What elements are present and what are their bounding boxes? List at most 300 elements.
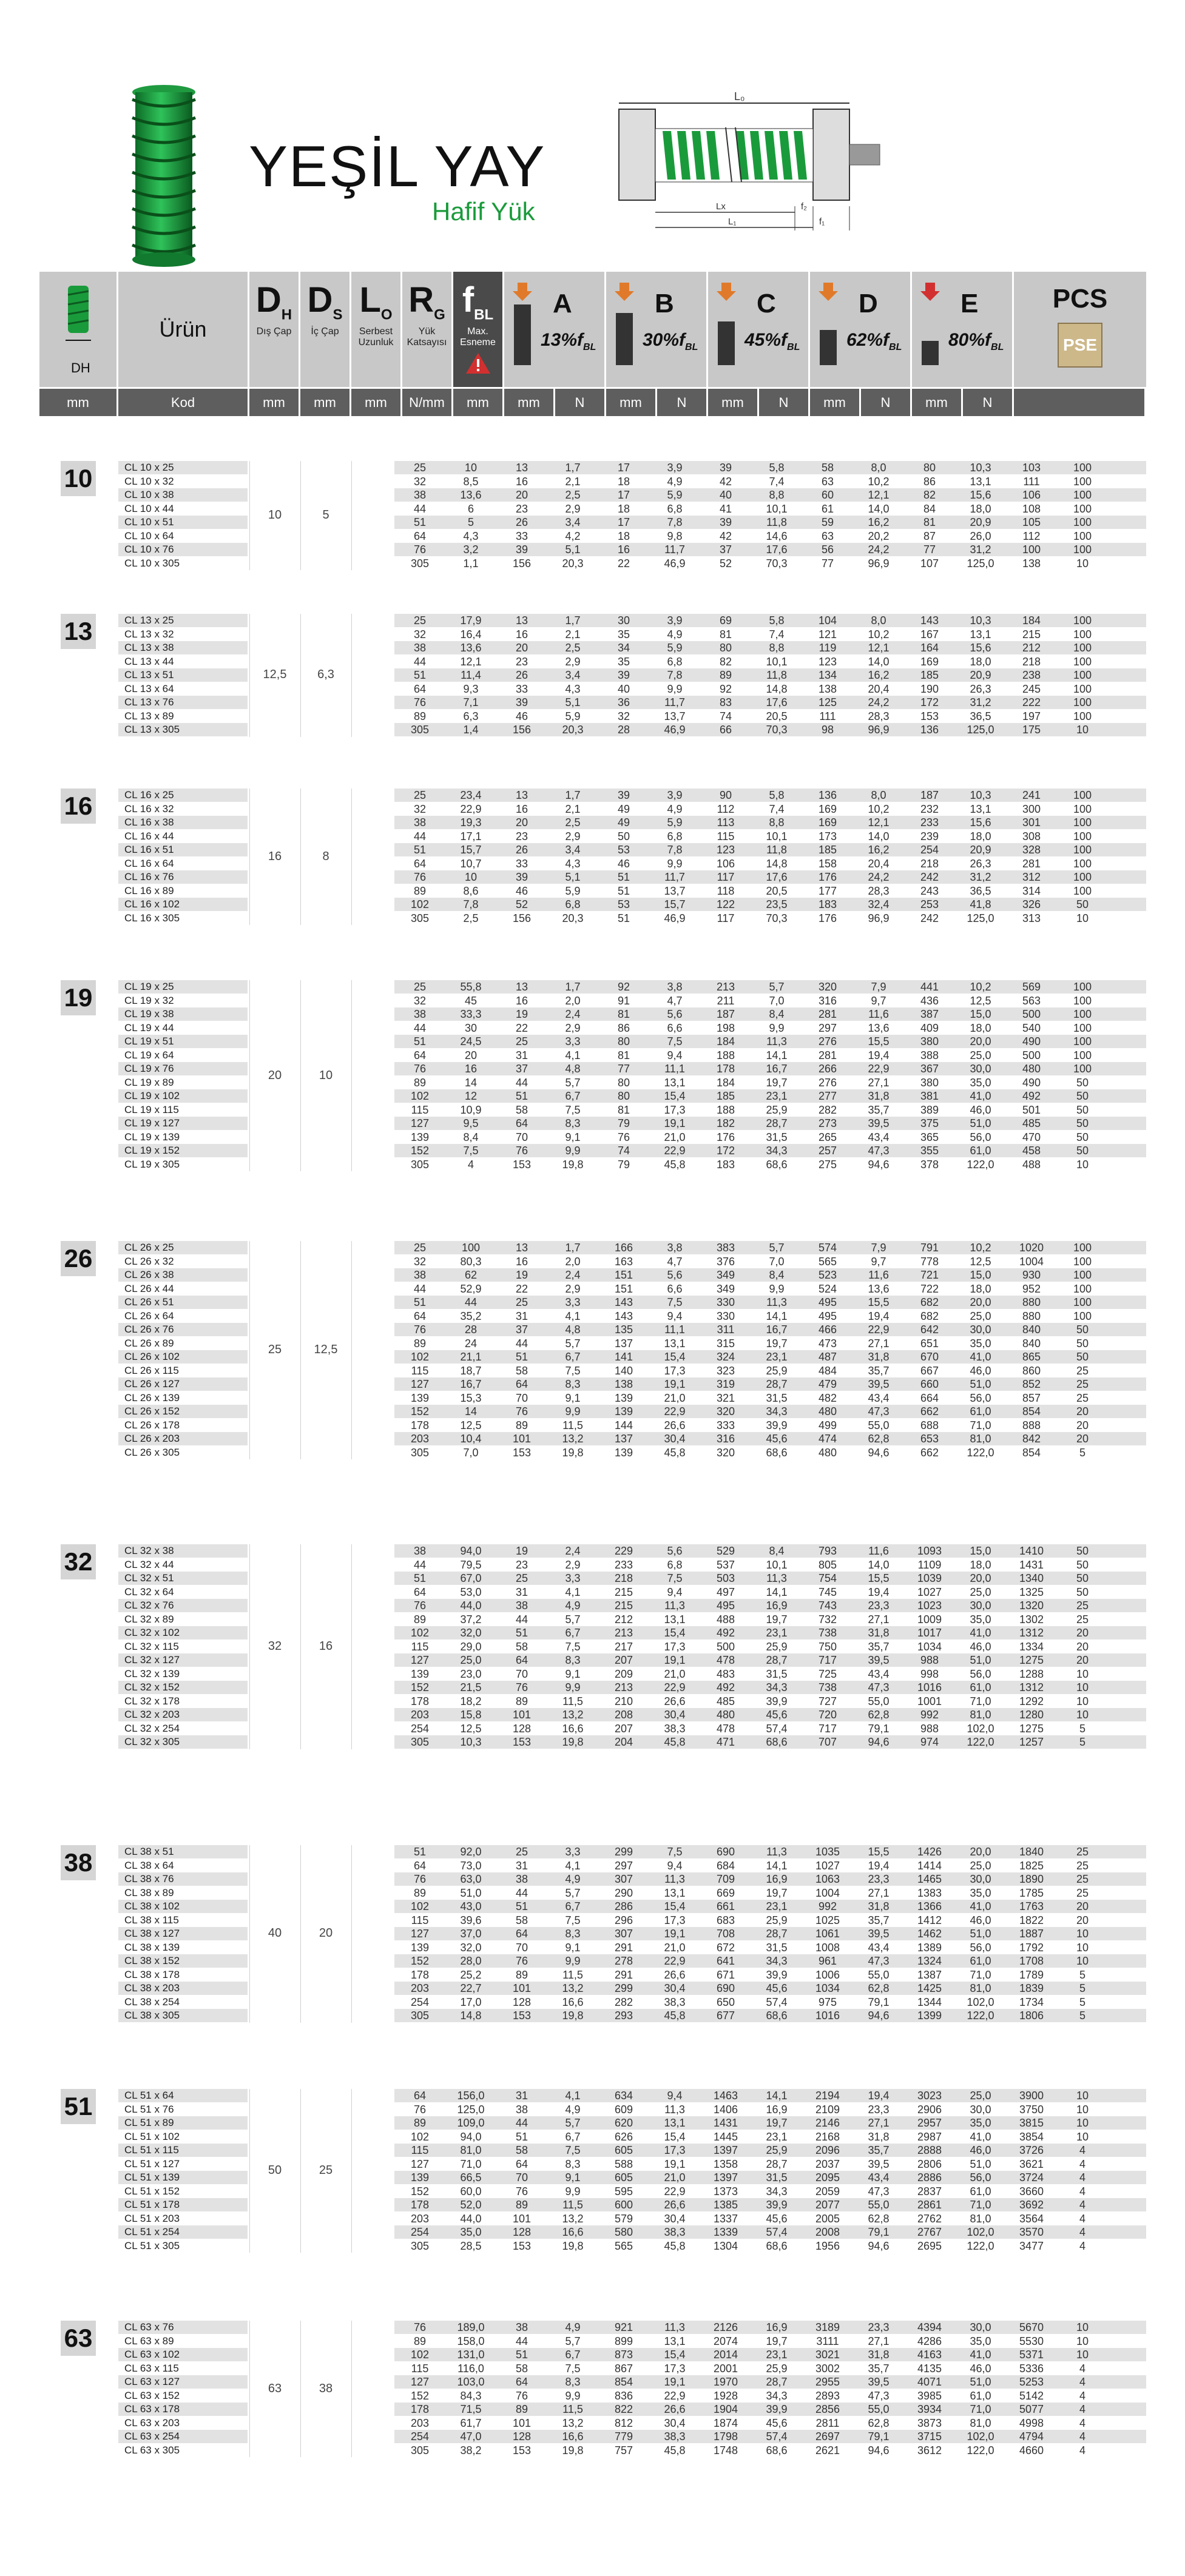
cell-value: 143 bbox=[614, 1296, 633, 1308]
cell-value: 17 bbox=[617, 516, 630, 528]
row-values bbox=[394, 723, 1146, 736]
cell-value: 100 bbox=[461, 1242, 481, 1254]
cell-value: 275 bbox=[818, 1158, 837, 1171]
cell-value: 229 bbox=[614, 1545, 633, 1557]
cell-value: 80,3 bbox=[460, 1255, 482, 1268]
cell-value: 49 bbox=[617, 802, 630, 815]
cell-value: 2146 bbox=[815, 2117, 840, 2129]
cell-value: 3,9 bbox=[667, 789, 683, 801]
cell-value: 22 bbox=[617, 557, 630, 570]
row-values bbox=[394, 2009, 1146, 2022]
product-code: CL 51 x 64 bbox=[118, 2089, 248, 2102]
cell-value: 76 bbox=[515, 1681, 528, 1693]
cell-value: 383 bbox=[716, 1242, 735, 1254]
cell-value: 56,0 bbox=[970, 1131, 991, 1143]
header-lo bbox=[351, 272, 402, 387]
cell-value: 19,1 bbox=[664, 2376, 686, 2388]
cell-value: 4660 bbox=[1019, 2444, 1044, 2457]
cell-value: 64 bbox=[413, 857, 427, 870]
header-spring-cell bbox=[39, 272, 118, 387]
cell-value: 32,0 bbox=[460, 1627, 482, 1639]
cell-value: 44 bbox=[515, 1613, 528, 1626]
cell-value: 1337 bbox=[713, 2212, 738, 2225]
product-code: CL 13 x 44 bbox=[124, 655, 174, 667]
cell-value: 125,0 bbox=[967, 557, 994, 570]
product-code: CL 19 x 115 bbox=[124, 1103, 179, 1115]
cell-value: 16 bbox=[617, 543, 630, 556]
table-row bbox=[118, 1282, 1146, 1296]
cell-value: 25,0 bbox=[970, 2090, 991, 2102]
cell-value: 13 bbox=[515, 614, 528, 627]
cell-value: 6,8 bbox=[565, 898, 581, 910]
cell-value: 4 bbox=[1079, 2362, 1085, 2375]
table-row bbox=[118, 2430, 1146, 2443]
header-rg bbox=[402, 272, 453, 387]
cell-value: 321 bbox=[716, 1391, 735, 1404]
cell-value: 50 bbox=[1076, 1351, 1089, 1363]
cell-value: 71,0 bbox=[970, 1419, 991, 1431]
cell-value: 9,7 bbox=[871, 1255, 886, 1268]
spring-dimension-diagram bbox=[607, 91, 886, 249]
group-dh-value: 63 bbox=[268, 2381, 282, 2395]
cell-value: 17,0 bbox=[460, 1996, 482, 2008]
cell-value: 355 bbox=[920, 1145, 939, 1157]
cell-value: 13,2 bbox=[562, 1433, 584, 1445]
cell-value: 46,9 bbox=[664, 724, 686, 736]
cell-value: 51 bbox=[617, 871, 630, 883]
table-row bbox=[118, 628, 1146, 641]
cell-value: 1410 bbox=[1019, 1545, 1044, 1557]
cell-value: 12,1 bbox=[868, 642, 890, 654]
cell-value: 11,8 bbox=[766, 516, 787, 528]
cell-value: 101 bbox=[512, 1709, 532, 1721]
cell-value: 31,5 bbox=[766, 1667, 788, 1680]
cell-value: 1017 bbox=[917, 1627, 942, 1639]
cell-value: 176 bbox=[818, 912, 837, 924]
group-dh-value: 12,5 bbox=[263, 668, 287, 682]
cell-value: 13,2 bbox=[562, 1982, 584, 1994]
cell-value: 38,2 bbox=[460, 2444, 482, 2457]
cell-value: 333 bbox=[716, 1419, 735, 1431]
cell-value: 30 bbox=[617, 614, 630, 627]
cell-value: 215 bbox=[614, 1586, 633, 1598]
cell-value: 25,9 bbox=[766, 1364, 788, 1377]
cell-value: 921 bbox=[614, 2321, 633, 2333]
cell-value: 5,9 bbox=[667, 489, 683, 501]
cell-value: 17,6 bbox=[766, 871, 788, 883]
product-code: CL 13 x 51 bbox=[118, 668, 248, 682]
cell-value: 15,6 bbox=[970, 816, 991, 829]
cell-value: 51 bbox=[515, 2349, 528, 2361]
cell-value: 23,1 bbox=[766, 1900, 788, 1912]
cell-value: 4,9 bbox=[667, 628, 683, 641]
cell-value: 62,8 bbox=[868, 1709, 890, 1721]
cell-value: 812 bbox=[614, 2416, 633, 2429]
row-values bbox=[394, 1323, 1146, 1336]
cell-value: 50 bbox=[1076, 1323, 1089, 1336]
cell-value: 23 bbox=[515, 655, 528, 668]
row-values bbox=[394, 898, 1146, 911]
product-code: CL 26 x 203 bbox=[118, 1432, 248, 1445]
cell-value: 44 bbox=[413, 655, 427, 668]
cell-value: 1025 bbox=[815, 1914, 840, 1926]
table-row bbox=[118, 1405, 1146, 1418]
cell-value: 11,7 bbox=[664, 543, 685, 556]
cell-value: 743 bbox=[818, 1599, 837, 1612]
cell-value: 156 bbox=[512, 724, 532, 736]
cell-value: 188 bbox=[716, 1049, 735, 1061]
cell-value: 24,2 bbox=[868, 696, 890, 708]
product-code: CL 26 x 305 bbox=[124, 1446, 180, 1458]
cell-value: 100 bbox=[1073, 669, 1092, 681]
cell-value: 20,3 bbox=[562, 912, 584, 924]
cell-value: 30 bbox=[464, 1021, 478, 1034]
cell-value: 276 bbox=[818, 1035, 837, 1048]
cell-value: 5,1 bbox=[565, 871, 581, 883]
cell-value: 122,0 bbox=[967, 2444, 994, 2457]
cell-value: 537 bbox=[716, 1558, 735, 1571]
cell-value: 380 bbox=[920, 1076, 939, 1089]
cell-value: 84,3 bbox=[460, 2389, 482, 2402]
cell-value: 81 bbox=[617, 1049, 630, 1061]
cell-value: 3900 bbox=[1019, 2090, 1044, 2102]
product-code: CL 63 x 76 bbox=[118, 2321, 248, 2334]
cell-value: 100 bbox=[1073, 789, 1092, 801]
cell-value: 92,0 bbox=[460, 1846, 482, 1858]
cell-value: 380 bbox=[920, 1035, 939, 1048]
cell-value: 961 bbox=[818, 1955, 837, 1967]
cell-value: 2886 bbox=[917, 2171, 942, 2184]
table-row bbox=[118, 1968, 1146, 1982]
cell-value: 500 bbox=[1022, 1008, 1041, 1020]
cell-value: 92 bbox=[719, 682, 732, 695]
cell-value: 153 bbox=[920, 710, 939, 722]
cell-value: 2,0 bbox=[565, 994, 581, 1007]
cell-value: 26,6 bbox=[664, 1695, 686, 1707]
cell-value: 10,4 bbox=[460, 1433, 482, 1445]
group-diameter-label: 13 bbox=[61, 614, 96, 649]
cell-value: 10,7 bbox=[460, 857, 482, 870]
cell-value: 1334 bbox=[1019, 1640, 1044, 1653]
group-ds-value: 6,3 bbox=[317, 668, 334, 682]
cell-value: 96,9 bbox=[868, 557, 890, 570]
cell-value: 185 bbox=[920, 669, 939, 681]
cell-value: 10,3 bbox=[970, 614, 991, 627]
cell-value: 22,9 bbox=[664, 2389, 686, 2402]
header-c-label: C bbox=[757, 289, 776, 318]
row-values bbox=[394, 2335, 1146, 2348]
cell-value: 569 bbox=[1022, 981, 1041, 993]
row-values bbox=[394, 912, 1146, 925]
cell-value: 9,9 bbox=[667, 857, 683, 870]
cell-value: 25,9 bbox=[766, 2144, 788, 2156]
table-row bbox=[118, 1377, 1146, 1391]
cell-value: 7,5 bbox=[667, 1035, 683, 1048]
cell-value: 51 bbox=[413, 1572, 427, 1584]
cell-value: 76 bbox=[515, 2185, 528, 2198]
cell-value: 31 bbox=[515, 2090, 528, 2102]
cell-value: 1340 bbox=[1019, 1572, 1044, 1584]
cell-value: 1708 bbox=[1019, 1955, 1044, 1967]
cell-value: 1465 bbox=[917, 1873, 942, 1885]
cell-value: 9,9 bbox=[565, 1405, 581, 1417]
cell-value: 441 bbox=[920, 981, 939, 993]
row-values bbox=[394, 1103, 1146, 1117]
cell-value: 10,1 bbox=[766, 502, 788, 515]
cell-value: 1063 bbox=[815, 1873, 840, 1885]
cell-value: 10,1 bbox=[766, 1558, 788, 1571]
cell-value: 35,2 bbox=[460, 1310, 482, 1322]
cell-value: 81,0 bbox=[970, 2212, 991, 2225]
cell-value: 1004 bbox=[1019, 1255, 1044, 1268]
cell-value: 28,0 bbox=[460, 1955, 482, 1967]
table-row bbox=[118, 2416, 1146, 2430]
cell-value: 254 bbox=[410, 2226, 430, 2238]
cell-value: 738 bbox=[818, 1681, 837, 1693]
cell-value: 9,9 bbox=[565, 1681, 581, 1693]
cell-value: 190 bbox=[920, 682, 939, 695]
product-code: CL 10 x 51 bbox=[118, 516, 248, 529]
table-row bbox=[118, 2198, 1146, 2211]
cell-value: 10,2 bbox=[868, 475, 890, 488]
cell-value: 139 bbox=[614, 1446, 633, 1459]
table-row bbox=[118, 1558, 1146, 1572]
cell-value: 13 bbox=[515, 789, 528, 801]
cell-value: 9,4 bbox=[667, 1859, 683, 1872]
cell-value: 6,8 bbox=[667, 502, 683, 515]
cell-value: 44 bbox=[413, 1558, 427, 1571]
product-code: CL 63 x 254 bbox=[118, 2430, 248, 2443]
table-row bbox=[118, 2403, 1146, 2416]
cell-value: 19,8 bbox=[562, 1446, 584, 1459]
row-values bbox=[394, 1872, 1146, 1886]
cell-value: 11,7 bbox=[664, 871, 685, 883]
cell-value: 96,9 bbox=[868, 912, 890, 924]
cell-value: 178 bbox=[410, 1419, 430, 1431]
cell-value: 725 bbox=[818, 1667, 837, 1680]
cell-value: 2762 bbox=[917, 2212, 942, 2225]
cell-value: 301 bbox=[1022, 816, 1041, 829]
product-code: CL 19 x 64 bbox=[124, 1049, 174, 1061]
group-dh-value: 10 bbox=[268, 508, 282, 522]
cell-value: 19,4 bbox=[868, 1586, 890, 1598]
cell-value: 17,3 bbox=[664, 2362, 686, 2375]
header-dh-symbol: D bbox=[255, 280, 282, 320]
cell-value: 4 bbox=[1079, 2199, 1085, 2211]
cell-value: 26,6 bbox=[664, 1968, 686, 1981]
cell-value: 18,0 bbox=[970, 1282, 991, 1295]
row-values bbox=[394, 1144, 1146, 1157]
product-code: CL 10 x 25 bbox=[118, 461, 248, 474]
cell-value: 100 bbox=[1073, 1310, 1092, 1322]
cell-value: 50 bbox=[1076, 1586, 1089, 1598]
cell-value: 13,2 bbox=[562, 1709, 584, 1721]
cell-value: 100 bbox=[1073, 530, 1092, 542]
cell-value: 37 bbox=[719, 543, 732, 556]
cell-value: 62 bbox=[464, 1269, 478, 1281]
table-row bbox=[118, 912, 1146, 925]
cell-value: 50 bbox=[1076, 1131, 1089, 1143]
cell-value: 44 bbox=[515, 1076, 528, 1089]
cell-value: 305 bbox=[410, 2009, 430, 2022]
row-values bbox=[394, 1268, 1146, 1282]
table-row bbox=[118, 1640, 1146, 1653]
cell-value: 21,0 bbox=[664, 1667, 686, 1680]
cell-value: 9,4 bbox=[667, 1310, 683, 1322]
cell-value: 20,4 bbox=[868, 682, 890, 695]
cell-value: 31,2 bbox=[970, 871, 991, 883]
cell-value: 18,7 bbox=[460, 1364, 482, 1377]
product-code: CL 38 x 152 bbox=[118, 1954, 248, 1968]
table-row bbox=[118, 1035, 1146, 1048]
cell-value: 2077 bbox=[815, 2199, 840, 2211]
cell-value: 64 bbox=[413, 1859, 427, 1872]
cell-value: 6,7 bbox=[565, 1900, 581, 1912]
cell-value: 565 bbox=[818, 1255, 837, 1268]
cell-value: 100 bbox=[1022, 543, 1041, 556]
cell-value: 8,4 bbox=[769, 1269, 785, 1281]
cell-value: 4794 bbox=[1019, 2430, 1044, 2443]
row-values bbox=[394, 461, 1146, 474]
cell-value: 27,1 bbox=[868, 1337, 890, 1350]
cell-value: 70,3 bbox=[766, 557, 788, 570]
cell-value: 89 bbox=[515, 2403, 528, 2415]
cell-value: 50 bbox=[1076, 898, 1089, 910]
cell-value: 4998 bbox=[1019, 2416, 1044, 2429]
cell-value: 2,1 bbox=[565, 802, 581, 815]
cell-value: 17,3 bbox=[664, 1640, 686, 1653]
cell-value: 102,0 bbox=[967, 2226, 994, 2238]
cell-value: 1839 bbox=[1019, 1982, 1044, 1994]
cell-value: 177 bbox=[818, 884, 837, 897]
cell-value: 152 bbox=[410, 1681, 430, 1693]
table-row bbox=[118, 1872, 1146, 1886]
cell-value: 2001 bbox=[713, 2362, 738, 2375]
cell-value: 68,6 bbox=[766, 1446, 788, 1459]
row-values bbox=[394, 2144, 1146, 2157]
cell-value: 44 bbox=[515, 2335, 528, 2347]
cell-value: 2109 bbox=[815, 2103, 840, 2116]
table-row bbox=[118, 530, 1146, 543]
row-values bbox=[394, 1076, 1146, 1089]
cell-value: 10,1 bbox=[766, 830, 788, 842]
cell-value: 682 bbox=[920, 1296, 939, 1308]
group-diameter-label: 63 bbox=[61, 2321, 96, 2356]
cell-value: 28 bbox=[617, 724, 630, 736]
cell-value: 4,3 bbox=[565, 682, 581, 695]
cell-value: 37 bbox=[515, 1323, 528, 1336]
cell-value: 31 bbox=[515, 1310, 528, 1322]
cell-value: 25 bbox=[413, 789, 427, 801]
cell-value: 68,6 bbox=[766, 1158, 788, 1171]
cell-value: 11,5 bbox=[562, 2403, 583, 2415]
cell-value: 92 bbox=[617, 981, 630, 993]
table-row bbox=[118, 502, 1146, 516]
cell-value: 20 bbox=[1076, 1900, 1089, 1912]
cell-value: 61,0 bbox=[970, 1955, 991, 1967]
cell-value: 11,8 bbox=[766, 669, 787, 681]
row-values bbox=[394, 857, 1146, 870]
cell-value: 8,4 bbox=[769, 1545, 785, 1557]
cell-value: 17 bbox=[617, 462, 630, 474]
product-code: CL 51 x 102 bbox=[124, 2130, 180, 2142]
cell-value: 81,0 bbox=[970, 2416, 991, 2429]
cell-value: 15,4 bbox=[664, 1900, 686, 1912]
cell-value: 111 bbox=[1023, 475, 1040, 488]
diagram-lx-label: Lx bbox=[716, 201, 726, 212]
cell-value: 15,0 bbox=[970, 1545, 991, 1557]
row-values bbox=[394, 1900, 1146, 1913]
cell-value: 31,2 bbox=[970, 543, 991, 556]
cell-value: 39,9 bbox=[766, 2199, 788, 2211]
cell-value: 375 bbox=[920, 1117, 939, 1129]
cell-value: 43,4 bbox=[868, 1941, 890, 1954]
cell-value: 24 bbox=[464, 1337, 478, 1350]
cell-value: 9,3 bbox=[463, 682, 479, 695]
cell-value: 117 bbox=[717, 912, 735, 924]
cell-value: 4 bbox=[1079, 2403, 1085, 2415]
cell-value: 20 bbox=[515, 642, 528, 654]
cell-value: 9,1 bbox=[565, 1131, 581, 1143]
cell-value: 25,0 bbox=[970, 1859, 991, 1872]
row-values bbox=[394, 1131, 1146, 1144]
cell-value: 8,5 bbox=[463, 475, 479, 488]
table-row bbox=[118, 1062, 1146, 1075]
cell-value: 3750 bbox=[1019, 2103, 1044, 2116]
cell-value: 218 bbox=[614, 1572, 633, 1584]
cell-value: 17,1 bbox=[460, 830, 482, 842]
cell-value: 19,7 bbox=[766, 1337, 788, 1350]
row-values bbox=[394, 2321, 1146, 2334]
cell-value: 478 bbox=[716, 1654, 735, 1666]
cell-value: 176 bbox=[818, 871, 837, 883]
cell-value: 1970 bbox=[713, 2376, 738, 2388]
cell-value: 67,0 bbox=[460, 1572, 482, 1584]
cell-value: 83 bbox=[719, 696, 732, 708]
table-row bbox=[118, 1735, 1146, 1749]
group-ds-value: 16 bbox=[319, 1639, 333, 1653]
row-values bbox=[394, 1350, 1146, 1364]
cell-value: 89 bbox=[719, 669, 732, 681]
cell-value: 15,4 bbox=[664, 1090, 686, 1102]
table-row bbox=[118, 2130, 1146, 2144]
cell-value: 178 bbox=[410, 2403, 430, 2415]
cell-value: 19,7 bbox=[766, 2117, 788, 2129]
cell-value: 61,0 bbox=[970, 1405, 991, 1417]
cell-value: 21,0 bbox=[664, 1131, 686, 1143]
row-values bbox=[394, 502, 1146, 516]
cell-value: 14,1 bbox=[766, 1859, 788, 1872]
cell-value: 286 bbox=[614, 1900, 633, 1912]
cell-value: 102 bbox=[410, 1627, 430, 1639]
cell-value: 122,0 bbox=[967, 1446, 994, 1459]
cell-value: 10 bbox=[1076, 2349, 1089, 2361]
cell-value: 672 bbox=[716, 1941, 735, 1954]
cell-value: 11,3 bbox=[766, 1035, 787, 1048]
cell-value: 128 bbox=[512, 2430, 532, 2443]
cell-value: 2,1 bbox=[565, 628, 581, 641]
cell-value: 39,5 bbox=[868, 1654, 890, 1666]
cell-value: 45,8 bbox=[664, 2239, 686, 2252]
cell-value: 305 bbox=[410, 1158, 430, 1171]
cell-value: 1,7 bbox=[565, 462, 581, 474]
cell-value: 117 bbox=[717, 871, 735, 883]
cell-value: 47,3 bbox=[868, 1145, 890, 1157]
cell-value: 8,4 bbox=[769, 1008, 785, 1020]
row-values bbox=[394, 682, 1146, 696]
cell-value: 2,4 bbox=[565, 1269, 581, 1281]
row-values bbox=[394, 1599, 1146, 1612]
